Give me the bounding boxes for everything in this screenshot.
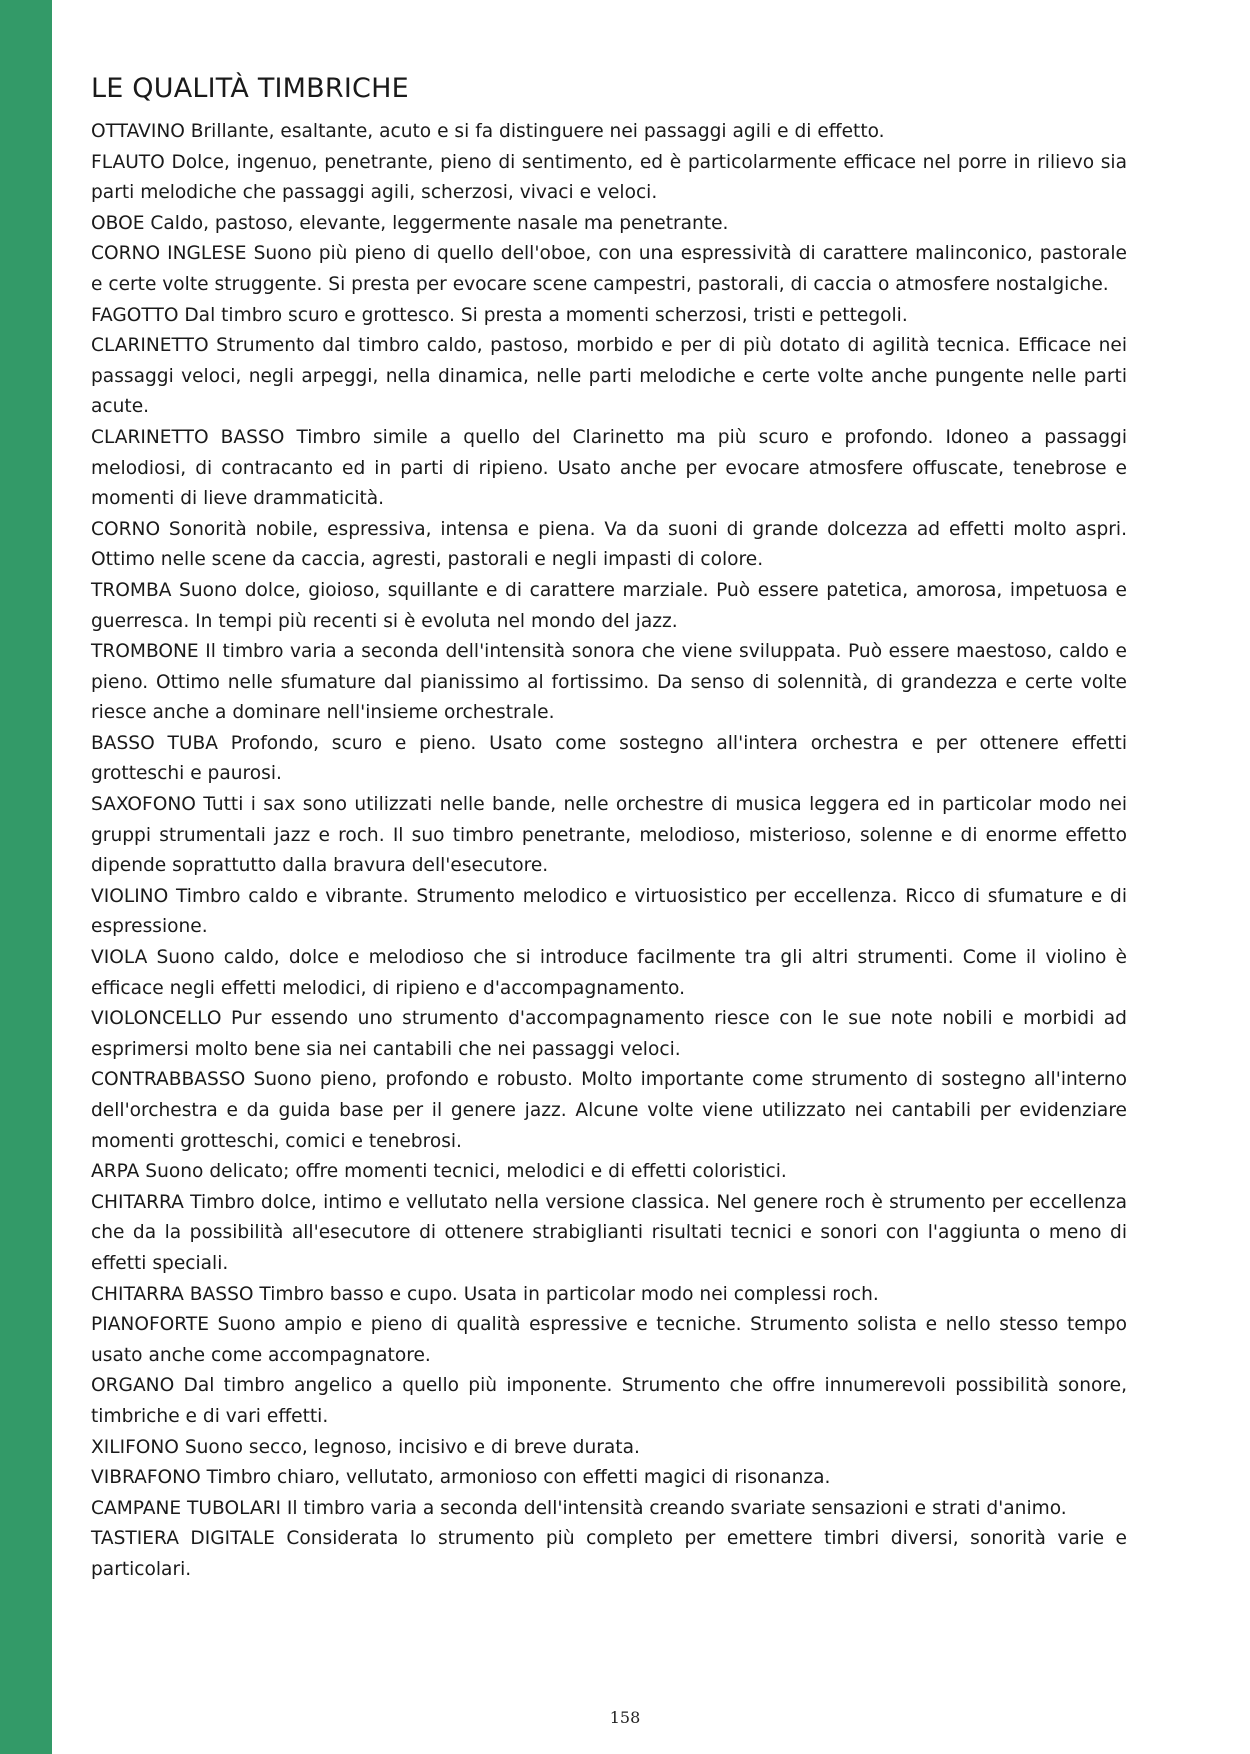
side-color-band	[0, 0, 52, 1754]
instrument-entry-oboe: OBOE Caldo, pastoso, elevante, leggermente nasale ma penetrante.	[91, 212, 729, 234]
instrument-entry-clarinetto-basso: CLARINETTO BASSO Timbro simile a quello del Clarinetto ma più scuro e profondo. Idoneo a passaggi melodiosi, di contracanto ed in parti di ripieno. Usato anche per evocare atmosfere offuscate, tenebrose e momenti di lieve drammaticità.	[91, 426, 1127, 510]
instrument-entry-fagotto: FAGOTTO Dal timbro scuro e grottesco. Si presta a momenti scherzosi, tristi e pettegoli.	[91, 304, 908, 326]
page-number: 158	[609, 1708, 641, 1727]
instrument-entry-ottavino: OTTAVINO Brillante, esaltante, acuto e si fa distinguere nei passaggi agili e di effetto.	[91, 121, 885, 142]
page-content	[91, 62, 1127, 1586]
instrument-entry-organo: ORGANO Dal timbro angelico a quello più imponente. Strumento che offre innumerevoli possibilità sonore, timbriche e di vari effetti.	[91, 1375, 1127, 1427]
instrument-entry-pianoforte: PIANOFORTE Suono ampio e pieno di qualità espressive e tecniche. Strumento solista e nello stesso tempo usato anche come accompagnatore.	[91, 1314, 1127, 1366]
instrument-entry-saxofono: SAXOFONO Tutti i sax sono utilizzati nelle bande, nelle orchestre di musica leggera ed in particolar modo nei gruppi strumentali jazz e roch. Il suo timbro penetrante, melodioso, misterioso, solenne e di enorme effetto dipende soprattutto dalla bravura dell'esecutore.	[91, 794, 1127, 877]
instrument-entry-chitarra-basso: CHITARRA BASSO Timbro basso e cupo. Usata in particolar modo nei complessi roch.	[91, 1283, 879, 1305]
instrument-entry-violino: VIOLINO Timbro caldo e vibrante. Strumento melodico e virtuosistico per eccellenza. Ricco di sfumature e di espressione.	[91, 885, 1127, 938]
instrument-entry-campane-tubolari: CAMPANE TUBOLARI Il timbro varia a seconda dell'intensità creando svariate sensazioni e strati d'animo.	[91, 1497, 1067, 1519]
instrument-entry-flauto: FLAUTO Dolce, ingenuo, penetrante, pieno di sentimento, ed è particolarmente efficace nel porre in rilievo sia parti melodiche che passaggi agili, scherzosi, vivaci e veloci.	[91, 151, 1127, 204]
instrument-list	[91, 117, 1127, 1586]
instrument-entry-tastiera-digitale: TASTIERA DIGITALE Considerata lo strumento più completo per emettere timbri diversi, sonorità varie e particolari.	[91, 1528, 1127, 1580]
instrument-entry-trombone: TROMBONE Il timbro varia a seconda dell'intensità sonora che viene sviluppata. Può essere maestoso, caldo e pieno. Ottimo nelle sfumature dal pianissimo al fortissimo. Da senso di solennità, di grandezza e certe volte riesce anche a dominare nell'insieme orchestrale.	[91, 641, 1127, 724]
page-title: LE QUALITÀ TIMBRICHE	[91, 73, 409, 104]
instrument-entry-corno: CORNO Sonorità nobile, espressiva, intensa e piena. Va da suoni di grande dolcezza ad effetti molto aspri. Ottimo nelle scene da caccia, agresti, pastorali e negli impasti di colore.	[91, 518, 1127, 571]
instrument-entry-arpa: ARPA Suono delicato; offre momenti tecnici, melodici e di effetti coloristici.	[91, 1161, 787, 1183]
instrument-entry-chitarra: CHITARRA Timbro dolce, intimo e vellutato nella versione classica. Nel genere roch è strumento per eccellenza che da la possibilità all'esecutore di ottenere strabiglianti risultati tecnici e sonori con l'aggiunta o meno di effetti speciali.	[91, 1191, 1127, 1274]
instrument-entry-viola: VIOLA Suono caldo, dolce e melodioso che si introduce facilmente tra gli altri strumenti. Come il violino è efficace negli effetti melodici, di ripieno e d'accompagnamento.	[91, 947, 1127, 999]
instrument-entry-xilifono: XILIFONO Suono secco, legnoso, incisivo e di breve durata.	[91, 1436, 640, 1458]
instrument-entry-clarinetto: CLARINETTO Strumento dal timbro caldo, pastoso, morbido e per di più dotato di agilità tecnica. Efficace nei passaggi veloci, negli arpeggi, nella dinamica, nelle parti melodiche e certe volte anche pungente nelle parti acute.	[91, 335, 1127, 418]
instrument-entry-corno-inglese: CORNO INGLESE Suono più pieno di quello dell'oboe, con una espressività di carattere malinconico, pastorale e certe volte struggente. Si presta per evocare scene campestri, pastorali, di caccia o atmosfere nostalgiche.	[91, 243, 1127, 295]
instrument-entry-violoncello: VIOLONCELLO Pur essendo uno strumento d'accompagnamento riesce con le sue note nobili e morbidi ad esprimersi molto bene sia nei cantabili che nei passaggi veloci.	[91, 1008, 1127, 1060]
instrument-entry-vibrafono: VIBRAFONO Timbro chiaro, vellutato, armonioso con effetti magici di risonanza.	[91, 1467, 831, 1489]
instrument-entry-tromba: TROMBA Suono dolce, gioioso, squillante e di carattere marziale. Può essere patetica, amorosa, impetuosa e guerresca. In tempi più recenti si è evoluta nel mondo del jazz.	[91, 579, 1127, 632]
instrument-entry-contrabbasso: CONTRABBASSO Suono pieno, profondo e robusto. Molto importante come strumento di sostegno all'interno dell'orchestra e da guida base per il genere jazz. Alcune volte viene utilizzato nei cantabili per evidenziare momenti grotteschi, comici e tenebrosi.	[91, 1069, 1127, 1152]
instrument-entry-basso-tuba: BASSO TUBA Profondo, scuro e pieno. Usato come sostegno all'intera orchestra e per ottenere effetti grotteschi e paurosi.	[91, 732, 1127, 785]
